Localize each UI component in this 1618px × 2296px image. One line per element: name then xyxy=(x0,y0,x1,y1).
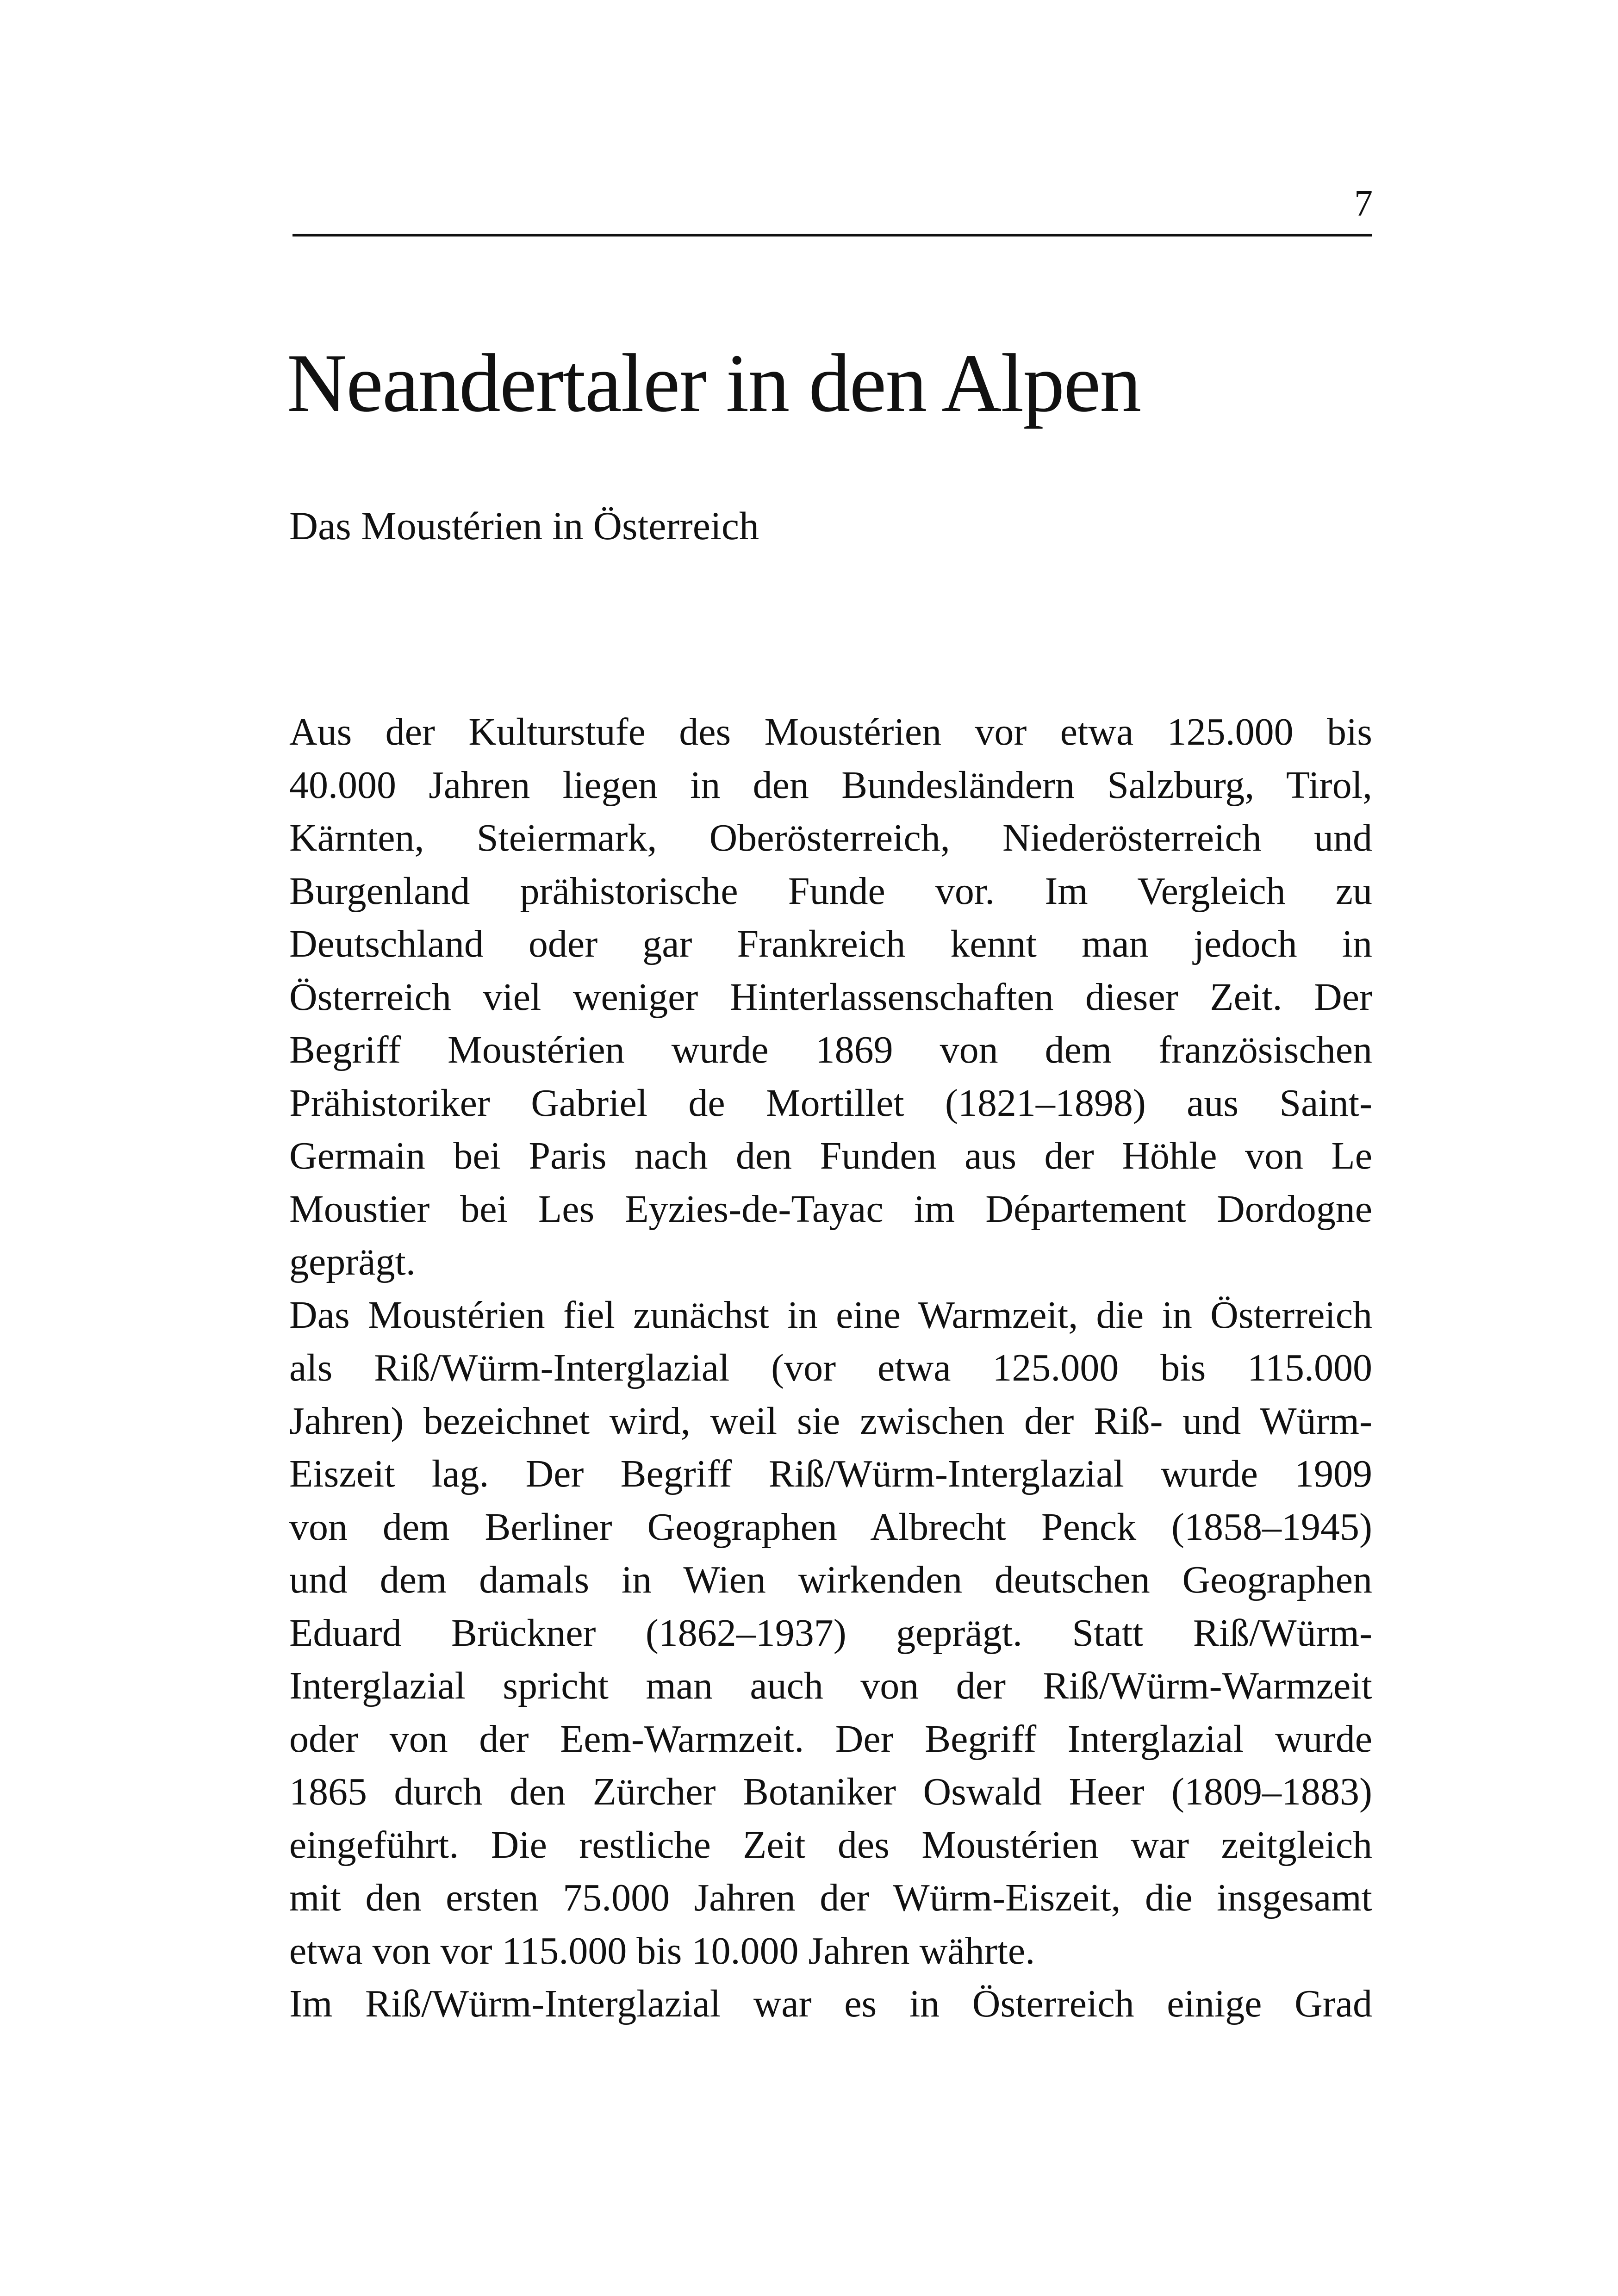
text-line: geprägt. xyxy=(289,1240,416,1283)
text-line: Kärnten, Steiermark, Oberösterreich, Niederösterreich und xyxy=(289,816,1372,859)
paragraph xyxy=(289,1978,1372,2031)
page-number: 7 xyxy=(1354,183,1373,224)
text-line: Prähistoriker Gabriel de Mortillet (1821–1898) aus Saint- xyxy=(289,1081,1372,1125)
text-line: Das Moustérien fiel zunächst in eine Warmzeit, die in Österreich xyxy=(289,1293,1372,1337)
text-line: mit den ersten 75.000 Jahren der Würm-Eiszeit, die insgesamt xyxy=(289,1876,1372,1919)
text-line: Moustier bei Les Eyzies-de-Tayac im Département Dordogne xyxy=(289,1187,1372,1231)
text-line: Interglazial spricht man auch von der Riß/Würm-Warmzeit xyxy=(289,1664,1372,1707)
text-line: Begriff Moustérien wurde 1869 von dem französischen xyxy=(289,1028,1372,1071)
text-line: Deutschland oder gar Frankreich kennt man jedoch in xyxy=(289,922,1372,965)
text-line: von dem Berliner Geographen Albrecht Penck (1858–1945) xyxy=(289,1505,1372,1549)
text-line: Burgenland prähistorische Funde vor. Im Vergleich zu xyxy=(289,869,1372,913)
text-line: oder von der Eem-Warmzeit. Der Begriff Interglazial wurde xyxy=(289,1717,1372,1761)
chapter-subtitle: Das Moustérien in Österreich xyxy=(289,504,759,548)
text-line: und dem damals in Wien wirkenden deutschen Geographen xyxy=(289,1558,1372,1601)
header-rule xyxy=(292,234,1372,236)
text-line: Österreich viel weniger Hinterlassenschaften dieser Zeit. Der xyxy=(289,975,1372,1019)
text-line: Aus der Kulturstufe des Moustérien vor etwa 125.000 bis xyxy=(289,710,1372,753)
paragraph xyxy=(289,706,1372,1289)
text-line: Germain bei Paris nach den Funden aus der Höhle von Le xyxy=(289,1134,1372,1177)
text-line: etwa von vor 115.000 bis 10.000 Jahren währte. xyxy=(289,1929,1035,1972)
text-line: als Riß/Würm-Interglazial (vor etwa 125.000 bis 115.000 xyxy=(289,1346,1372,1389)
text-line: Eiszeit lag. Der Begriff Riß/Würm-Interglazial wurde 1909 xyxy=(289,1452,1372,1495)
text-line: eingeführt. Die restliche Zeit des Moustérien war zeitgleich xyxy=(289,1823,1372,1867)
text-line: Im Riß/Würm-Interglazial war es in Österreich einige Grad xyxy=(289,1982,1372,2025)
text-line: 1865 durch den Zürcher Botaniker Oswald Heer (1809–1883) xyxy=(289,1770,1372,1813)
text-line: Jahren) bezeichnet wird, weil sie zwischen der Riß- und Würm- xyxy=(289,1399,1372,1443)
chapter-title: Neandertaler in den Alpen xyxy=(287,337,1141,429)
paragraph xyxy=(289,1289,1372,1978)
text-line: Eduard Brückner (1862–1937) geprägt. Statt Riß/Würm- xyxy=(289,1611,1372,1655)
text-line: 40.000 Jahren liegen in den Bundesländern Salzburg, Tirol, xyxy=(289,763,1372,807)
body-text xyxy=(289,706,1372,2031)
